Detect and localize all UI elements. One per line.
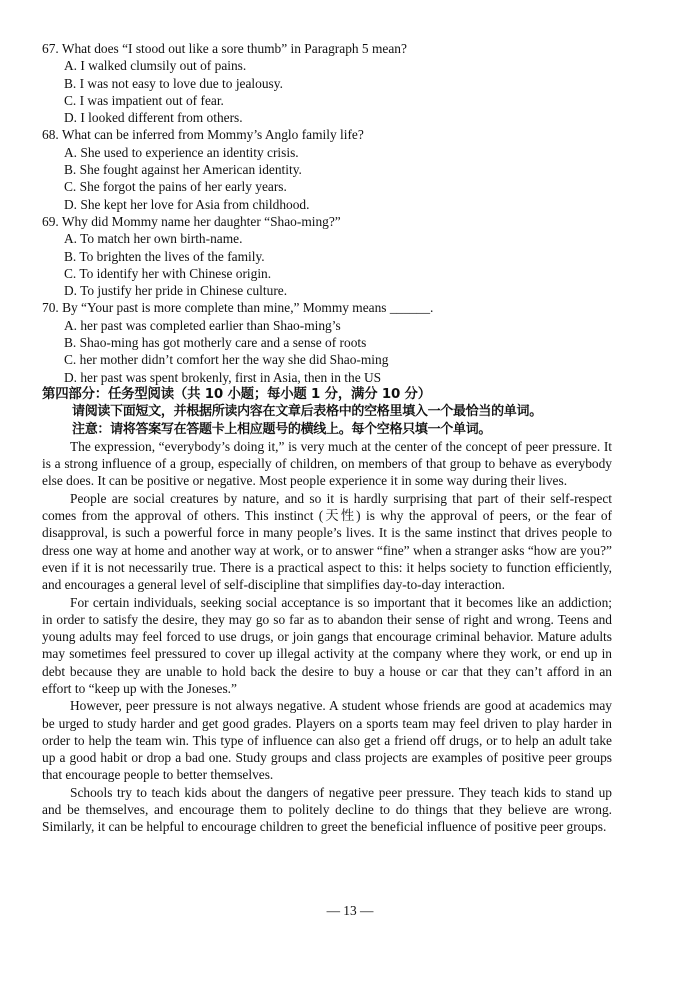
section-note: 注意：请将答案写在答题卡上相应题号的横线上。每个空格只填一个单词。 xyxy=(72,421,492,437)
section-instruction: 请阅读下面短文，并根据所读内容在文章后表格中的空格里填入一个最恰当的单词。 xyxy=(72,404,542,420)
question-stem: 70. By “Your past is more complete than mine,” Mommy means ______. xyxy=(42,300,434,316)
option-d: D. I looked different from others. xyxy=(64,110,243,126)
option-d: D. her past was spent brokenly, first in Asia, then in the US xyxy=(64,369,382,385)
option-b: B. Shao-ming has got motherly care and a sense of roots xyxy=(64,335,367,351)
option-b: B. She fought against her American identity. xyxy=(64,162,302,178)
passage-paragraph-5: Schools try to teach kids about the dangers of negative peer pressure. They teach kids to stand up and be themselves, and encourage them to politely decline to do things that they believe are wrong. Similarly, it can be helpful to encourage children to greet the beneficial influence of positive peer groups. xyxy=(42,784,612,835)
section-title: 第四部分：任务型阅读（共 10 小题；每小题 1 分，满分 10 分） xyxy=(42,386,431,402)
question-70 xyxy=(42,299,612,385)
passage-paragraph-3: For certain individuals, seeking social acceptance is so important that it becomes like an addiction; in order to satisfy the desire, they may go so far as to abandon their sense of right and wrong. Teens and young adults may feel forced to use drugs, or join gangs that encourage criminal behavior. Mature adults may sometimes feel pressured to cover up illegal activity at the company where they work, or end up in debt because they are unable to hold back the desire to buy a house or car that they can’t afford in an effort to “keep up with the Joneses.” xyxy=(42,594,612,696)
option-a: A. To match her own birth-name. xyxy=(64,231,243,247)
page-number: — 13 — xyxy=(326,903,374,918)
option-c: C. She forgot the pains of her early years. xyxy=(64,179,287,195)
option-a: A. She used to experience an identity crisis. xyxy=(64,144,299,160)
option-a: A. her past was completed earlier than Shao-ming’s xyxy=(64,317,341,333)
question-69 xyxy=(42,213,612,299)
question-stem: 68. What can be inferred from Mommy’s Anglo family life? xyxy=(42,127,364,143)
option-d: D. To justify her pride in Chinese culture. xyxy=(64,283,288,299)
option-c: C. To identify her with Chinese origin. xyxy=(64,265,272,281)
question-68 xyxy=(42,126,612,212)
passage-paragraph-4: However, peer pressure is not always negative. A student whose friends are good at academics may be urged to study harder and get good grades. Players on a sports team may feel driven to play harder in order to help the team win. This type of influence can also get a friend off drugs, or to help an adult take up a good habit or drop a bad one. Study groups and class projects are examples of positive peer groups that encourage people to better themselves. xyxy=(42,698,612,783)
exam-page xyxy=(42,40,612,836)
passage-paragraph-2: People are social creatures by nature, and so it is hardly surprising that part of their self-respect comes from the approval of others. This instinct (天性) is why the approval of peers, or the fear of disapproval, is such a powerful force in many people’s lives. It is the same instinct that drives people to dress one way at home and another way at work, or to answer “fine” when a stranger asks “how are you?” even if it is not necessarily true. There is a practical aspect to this: it helps society to function efficiently, and encourages a general level of self-discipline that simplifies day-to-day interaction. xyxy=(42,490,612,593)
passage-paragraph-1: The expression, “everybody’s doing it,” is very much at the center of the concept of peer pressure. It is a strong influence of a group, especially of children, on members of that group to behave as everybody else does. It can be positive or negative. Most people experience it in some way during their lives. xyxy=(42,438,612,489)
question-stem: 67. What does “I stood out like a sore thumb” in Paragraph 5 mean? xyxy=(42,41,407,56)
question-stem: 69. Why did Mommy name her daughter “Shao-ming?” xyxy=(42,213,341,229)
option-a: A. I walked clumsily out of pains. xyxy=(64,58,247,74)
option-b: B. I was not easy to love due to jealousy. xyxy=(64,75,283,91)
option-b: B. To brighten the lives of the family. xyxy=(64,248,265,264)
option-c: C. her mother didn’t comfort her the way she did Shao-ming xyxy=(64,352,389,368)
option-d: D. She kept her love for Asia from childhood. xyxy=(64,196,310,212)
option-c: C. I was impatient out of fear. xyxy=(64,92,224,108)
question-67 xyxy=(42,40,612,126)
